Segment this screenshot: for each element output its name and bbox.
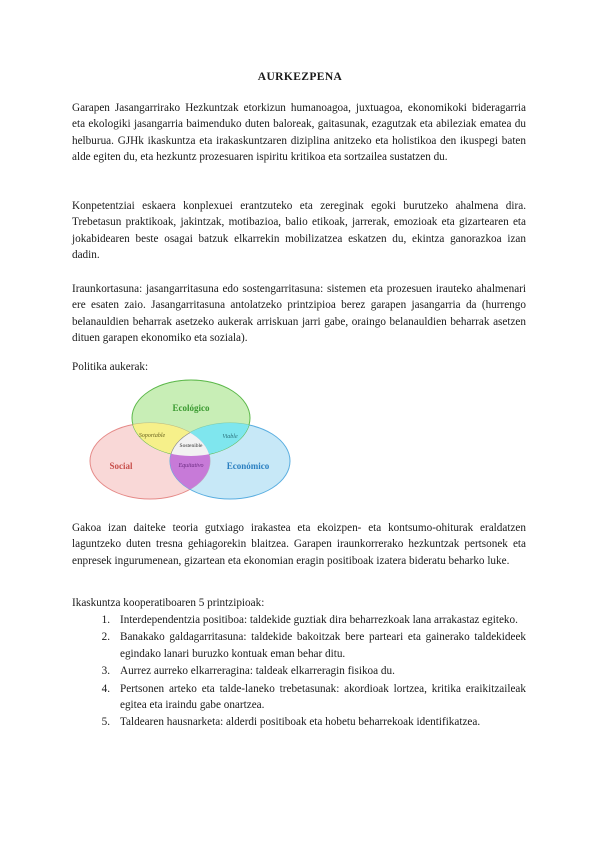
list-item xyxy=(72,612,526,628)
list-number: 1. xyxy=(101,614,110,626)
principles-intro: Ikaskuntza kooperatiboaren 5 printzipioak: xyxy=(72,597,265,609)
list-number: 3. xyxy=(101,665,110,678)
list-item xyxy=(72,714,526,730)
page-title: AURKEZPENA xyxy=(257,71,343,83)
equitativo-label: Equitativo xyxy=(178,463,204,469)
policy-options-label: Politika aukerak: xyxy=(72,361,149,373)
list-number: 2. xyxy=(101,631,110,644)
ecologico-label: Ecológico xyxy=(172,403,210,413)
social-label: Social xyxy=(109,461,133,471)
list-item xyxy=(72,681,526,714)
list-text: Taldearen hausnarketa: alderdi positiboak eta hobetu beharrekoak identifikatzea. xyxy=(120,716,481,729)
list-item xyxy=(72,663,526,679)
list-text: Pertsonen arteko eta talde-laneko trebetasunak: akordioak lortzea, kritika eraikitzaileak egitea eta iraindu gabe onartzea. xyxy=(120,682,526,712)
intro-paragraph: Garapen Jasangarrirako Hezkuntzak etorkizun humanoagoa, juxtuagoa, ekonomikoki bideragarria eta ekologiki jasangarria baimenduko duten baloreak, gaitasunak, ezagutzak eta abileziak ematea du helburua. GJHk ikaskuntza eta irakaskuntzaren diziplina anitzeko eta holistikoa den ikuspegi baten alde egiten du, eta hezkuntz prozesuaren ispiritu kritikoa eta sortzailea sustatzen du. xyxy=(72,102,526,164)
sustainability-paragraph: Iraunkortasuna: jasangarritasuna edo sostengarritasuna: sistemen eta prozesuen irauteko ahalmenari ere esaten zaio. Jasangarritasuna antolatzeko printzipioa berez garapen jasangarria da (hurrengo belanauldien beharrak asetzeko aukerak arriskuan jarri gabe, oraingo belanauldien beharrak asetzen dituen garapen ekonomiko eta soziala). xyxy=(72,283,526,345)
sustainability-venn-diagram xyxy=(88,378,292,502)
list-text: Interdependentzia positiboa: taldekide guztiak dira beharrezkoak lana arrakastaz egiteko. xyxy=(120,614,518,626)
list-number: 4. xyxy=(101,682,110,695)
list-text: Aurrez aurreko elkarreragina: taldeak elkarreragin fisikoa du. xyxy=(120,665,395,678)
list-item xyxy=(72,629,526,662)
competences-paragraph: Konpetentziai eskaera konplexuei erantzuteko eta zereginak egoki burutzeko ahalmena dira. Trebetasun praktikoak, jakintzak, motibazioa, balio etikoak, jarrerak, emozioak eta gizartearen eta jokabidearen beste osagai batzuk elkarrekin mobilizatzea eskatzen du, ekintza ganorazkoa izan dadin. xyxy=(72,200,526,262)
goal-paragraph: Gakoa izan daiteke teoria gutxiago irakastea eta ekoizpen- eta kontsumo-ohiturak eraldatzen laguntzeko duten tresna gehiagorekin blaitzea. Garapen iraunkorrerako hezkuntzak pertsonek eta enpresek ingurumenean, gizartean eta ekonomian eragin positiboak izatera bideratu beharko luke. xyxy=(72,522,526,567)
list-number: 5. xyxy=(101,716,110,729)
economico-label: Económico xyxy=(226,461,270,471)
soportable-label: Soportable xyxy=(138,433,166,439)
sostenible-label: Sostenible xyxy=(179,443,203,449)
list-text: Banakako galdagarritasuna: taldekide bakoitzak bere parteari eta gainerako taldekideek egindako lanari buruzko kontuak eman behar ditu. xyxy=(120,631,526,660)
viable-label: Viable xyxy=(222,434,238,440)
cooperative-principles-list xyxy=(72,612,526,732)
